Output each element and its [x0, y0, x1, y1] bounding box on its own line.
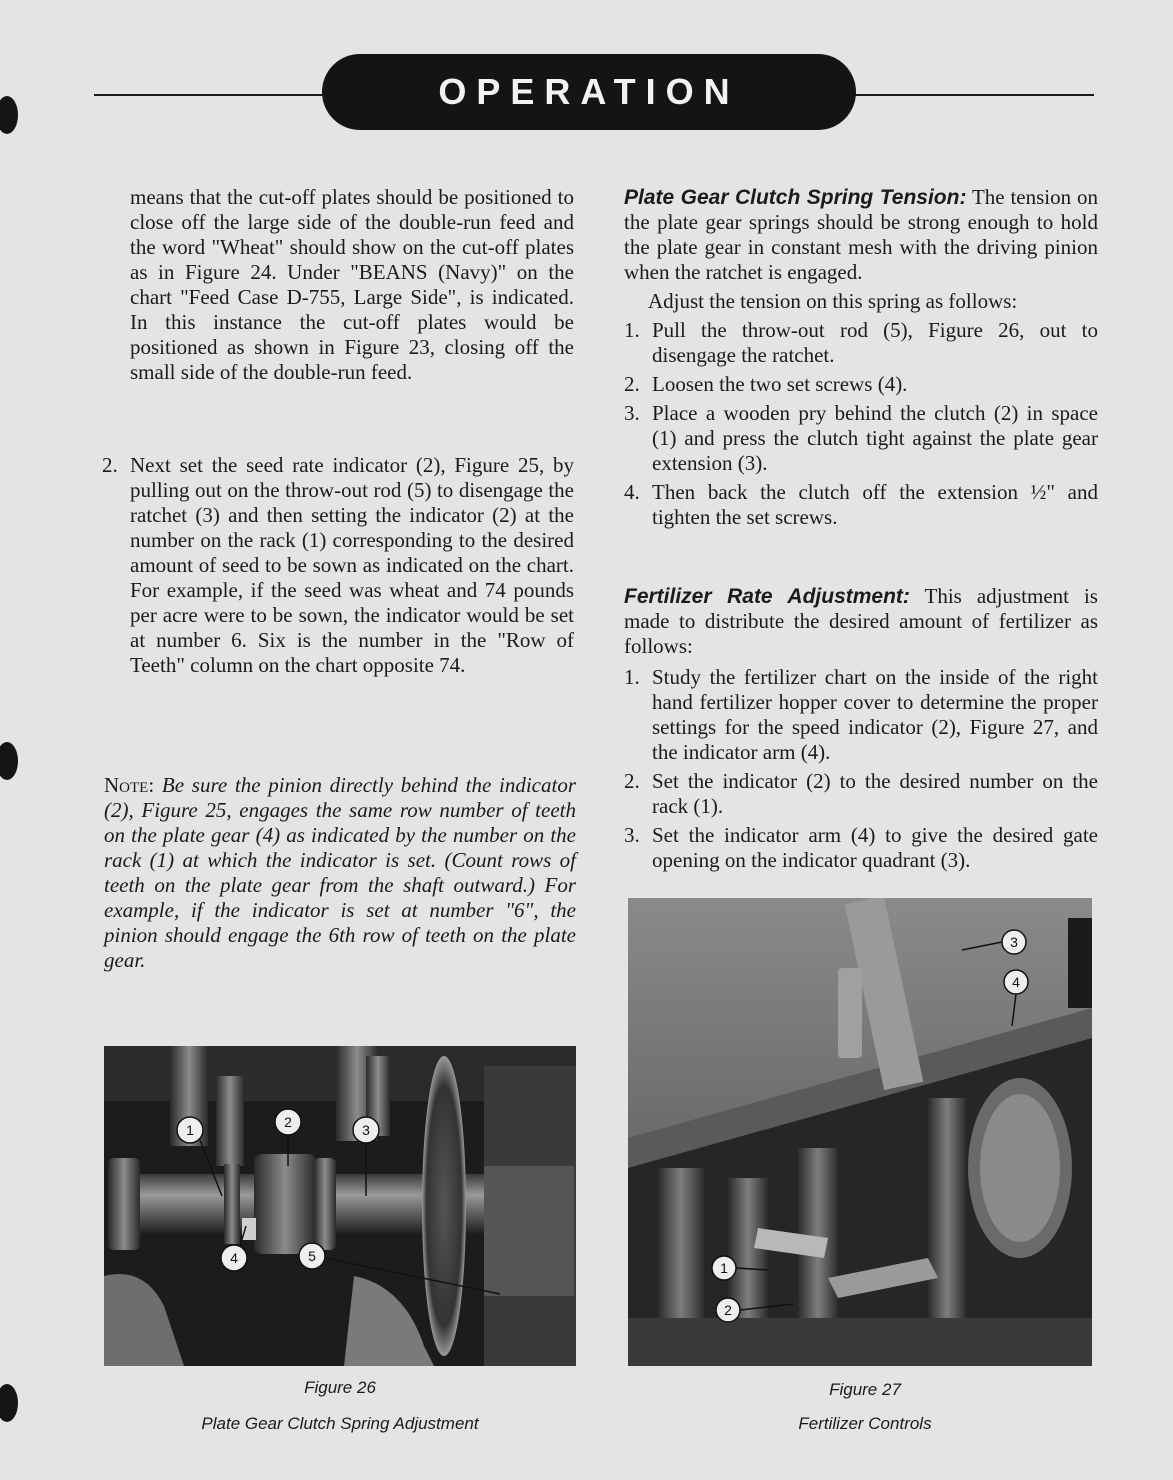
punch-hole-bottom — [0, 1384, 18, 1422]
section-title: OPERATION — [438, 71, 740, 112]
list-item — [102, 453, 574, 678]
step-text: Loosen the two set screws (4). — [652, 372, 908, 396]
step-number: 3. — [624, 401, 640, 425]
figure-27-callout-3: 3 — [1010, 934, 1018, 950]
clutch-spring-paragraph — [624, 185, 1098, 285]
step-text: Set the indicator arm (4) to give the desired gate opening on the indicator quadrant (3). — [652, 823, 1098, 872]
note-label: Note: — [104, 773, 155, 797]
list-item — [624, 665, 1098, 765]
figure-27-label: Figure 27 — [829, 1380, 901, 1399]
figure-27-photo — [628, 898, 1092, 1366]
figure-27-callout-1: 1 — [720, 1260, 728, 1276]
step-number: 1. — [624, 318, 640, 342]
figure-26-callout-5: 5 — [308, 1248, 316, 1264]
figure-27-caption: Fertilizer Controls — [798, 1414, 932, 1433]
fertilizer-paragraph — [624, 584, 1098, 659]
step-text: Study the fertilizer chart on the inside of the right hand fertilizer hopper cover to determine the proper settings for the speed indicator (2), Figure 27, and the indicator arm (4). — [652, 665, 1098, 764]
step-number: 4. — [624, 480, 640, 504]
figure-26-callout-3: 3 — [362, 1122, 370, 1138]
step-text: Next set the seed rate indicator (2), Figure 25, by pulling out on the throw-out rod (5) to disengage the ratchet (3) and then setting the indicator (2) at the number on the rack (1) corresponding to the desired amount of seed to be sown as indicated on the chart. For example, if the seed was wheat and 74 pounds per acre were to be sown, the indicator would be set at number 6. Six is the number in the "Row of Teeth" column on the chart opposite 74. — [130, 453, 574, 677]
step-number: 1. — [624, 665, 640, 689]
clutch-spring-text: The tension on the plate gear springs should be strong enough to hold the plate gear in constant mesh with the driving pinion when the ratchet is engaged. — [624, 185, 1098, 284]
list-item — [624, 823, 1098, 873]
figure-27-illustration — [628, 898, 1092, 1366]
figure-26-label: Figure 26 — [304, 1378, 376, 1397]
figure-26-caption: Plate Gear Clutch Spring Adjustment — [201, 1414, 479, 1433]
fertilizer-heading: Fertilizer Rate Adjustment: — [624, 585, 910, 608]
figure-27-callout-2: 2 — [724, 1302, 732, 1318]
note-block — [104, 773, 576, 973]
fertilizer-steps — [624, 665, 1098, 873]
figure-26-callout-4: 4 — [230, 1250, 238, 1266]
clutch-spring-intro: Adjust the tension on this spring as follows: — [648, 289, 1018, 313]
step-number: 3. — [624, 823, 640, 847]
step-text: Then back the clutch off the extension ½" and tighten the set screws. — [652, 480, 1098, 529]
header-rule-right — [852, 94, 1094, 96]
left-step-2 — [102, 453, 574, 678]
step-text: Pull the throw-out rod (5), Figure 26, out to disengage the ratchet. — [652, 318, 1098, 367]
list-item — [624, 480, 1098, 530]
punch-hole-top — [0, 96, 18, 134]
header-rule-left — [94, 94, 326, 96]
clutch-spring-steps — [624, 318, 1098, 530]
fertilizer-section — [624, 584, 1098, 873]
punch-hole-middle — [0, 742, 18, 780]
list-item — [624, 401, 1098, 476]
list-item — [624, 769, 1098, 819]
step-text: Place a wooden pry behind the clutch (2) in space (1) and press the clutch tight against the plate gear extension (3). — [652, 401, 1098, 475]
right-column — [624, 185, 1098, 530]
note-text: Be sure the pinion directly behind the indicator (2), Figure 25, engages the same row number of teeth on the plate gear (4) as indicated by the number on the rack (1) at which the indicator is set. (Count rows of teeth on the plate gear from the shaft outward.) For example, if the indicator is set at number "6", the pinion should engage the 6th row of teeth on the plate gear. — [104, 773, 577, 972]
figure-26-callout-2: 2 — [284, 1114, 292, 1130]
step-text: Set the indicator (2) to the desired number on the rack (1). — [652, 769, 1098, 818]
figure-26-photo — [104, 1046, 576, 1366]
section-banner — [322, 54, 856, 130]
figure-26-callout-1: 1 — [186, 1122, 194, 1138]
left-paragraph-1: means that the cut-off plates should be positioned to close off the large side of the double-run feed and the word "Wheat" should show on the cut-off plates as in Figure 24. Under "BEANS (Navy)" on the chart "Feed Case D-755, Large Side", is indicated. In this instance the cut-off plates would be positioned as shown in Figure 23, closing off the small side of the double-run feed. — [130, 185, 574, 384]
clutch-spring-heading: Plate Gear Clutch Spring Tension: — [624, 186, 967, 209]
list-item — [624, 318, 1098, 368]
left-column — [130, 185, 574, 385]
figure-26-illustration — [104, 1046, 576, 1366]
list-item — [624, 372, 1098, 397]
fertilizer-text: This adjustment is made to distribute the desired amount of fertilizer as follows: — [624, 584, 1098, 658]
step-number: 2. — [102, 453, 118, 477]
step-number: 2. — [624, 372, 640, 396]
step-number: 2. — [624, 769, 640, 793]
figure-27-callout-4: 4 — [1012, 974, 1020, 990]
